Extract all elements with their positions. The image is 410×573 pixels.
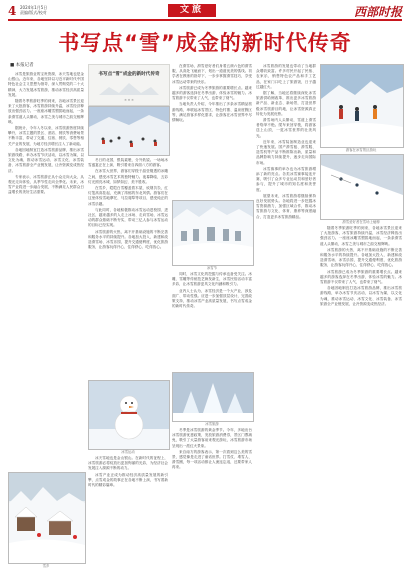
paragraph: 随着冬季旅游旺季的到来，各地冰雪景区迎来了大批游客，冰雪旅游持续升温，冰雪经济释放出强劲活力。一座座冰雕雪塑拔地而起，一条条滑雪道人头攒动，冰雪之美与城市之韵交相辉映。 — [320, 226, 402, 246]
paragraph: 冰雪旅游的火热，离不开基础设施的不断完善和服务水平的持续提升。各地加大投入，新建和改造滑雪场、冰雪乐园，提升交通便利度，优化旅游服务，让游客玩得开心、住得舒心、吃得放心。 — [320, 247, 402, 268]
svg-text:❄ ❄ ❄: ❄ ❄ ❄ — [124, 98, 134, 102]
paragraph: 据统计，今年入冬以来，冰雪旅游热度持续攀升，冰雪主题的景区、酒店、餐饮等消费场景不断丰富，带动了交通、住宿、餐饮、零售等相关产业的发展，为地方经济增长注入了新动能。 — [8, 126, 84, 146]
article-column-4a — [172, 428, 252, 564]
paragraph: 冰雪产业正成为推动经济高质量发展的新引擎，点雪成金的故事正在各地不断上演，书写着新时代的精彩篇章。 — [88, 472, 168, 488]
paragraph: 与此同时，各地积极推动冰雪运动进校园、进社区，越来越多的人走上冰场、走向雪场，冰雪运动的群众基础不断夯实，带动三亿人参与冰雪运动的目标已经实现。 — [88, 207, 168, 228]
byline: ■ 本报记者 — [10, 63, 34, 68]
snowman-photo — [88, 380, 170, 450]
paragraph: 冰雪旅游的火热，离不开基础设施的不断完善和服务水平的持续提升。各地加大投入，新建和改造滑雪场、冰雪乐园，提升交通便利度，优化旅游服务，让游客玩得开心、住得舒心、吃得放心。 — [88, 229, 168, 250]
article-column-2b — [88, 456, 168, 564]
feature-infobox — [88, 64, 170, 106]
skiing-slope-image — [321, 155, 403, 219]
ski-crowd-photo — [88, 106, 170, 156]
infobox-title: 书写点“雪”成金的新时代传奇 — [98, 72, 160, 77]
snow-festival-photo — [172, 200, 254, 266]
paragraph: 冬季是冰雪旅游的黄金季节。今年，多地出台冰雪旅游优惠政策，发放旅游消费券，景区门票减免，吸引了大量游客前来观光游玩，冰雪旅游市场呈现出一派红火景象。 — [172, 428, 252, 448]
paragraph: 冬日的北国，银装素裹，分外妖娆。一场场冰雪盛宴正在上演，吸引着来自四面八方的游客。 — [88, 158, 168, 168]
page-number: 4 — [8, 4, 17, 18]
paragraph: 冰雪是旅游业的宝贵资源，冰天雪地也是金山银山。近年来，各地坚持以习近平新时代中国特色社会主义思想为指导，深入贯彻党的二十大精神，大力发展冰雪旅游，推动冰雪经济高质量发展。 — [8, 72, 84, 97]
paragraph: 冰雪赛事的举办也为冰雪旅游增添了新的亮点。各类冰雪赛事接连开赛，吸引了众多专业运动员和爱好者参与，提升了城市的知名度和美誉度。 — [256, 166, 316, 192]
photo-caption: 滑雪爱好者在雪场上驰骋 — [342, 220, 380, 224]
paragraph: 各地因地制宜打造冰雪旅游品牌，推出冰雪旅游线路，举办冰雪节庆活动，以冰雪为媒，以文化为魂，推动冰雪运动、冰雪文化、冰雪装备、冰雪旅游全产业链发展，让冷资源变成热经济。 — [8, 147, 84, 173]
paragraph: 在雪乡，皑皑白雪覆盖着木屋，炊烟袅袅，红灯笼高高挂起，充满了浓郁的东北风情。游客们在这里体验雪地摩托、马拉爬犁等项目，感受纯正的冰雪乐趣。 — [88, 186, 168, 206]
paragraph: 业内人士认为，冰雪经济是一个大产业，涉及面广、带动性强。应进一步加强顶层设计，完善政策支持，推动冰雪产业高质量发展，书写点雪成金的新时代传奇。 — [172, 288, 252, 309]
photo-caption: 冰雪运动 — [121, 450, 135, 454]
article-column-1 — [8, 72, 84, 470]
paragraph: 冰雪旅游已成为冬季旅游的重要增长点。越来越多的游客选择在冬季出游，体验冰雪的魅力。冰雪旅游不仅带来了人气，也带来了财气。 — [172, 85, 252, 101]
snow-festival-image — [173, 201, 253, 265]
paragraph: 专家表示，冰雪旅游正从小众走向大众，从观光走向体验，从季节性走向全季化。未来，冰雪产业将进一步融合发展，不断满足人民群众日益增长的美好生活需要。 — [8, 174, 84, 195]
paragraph: 展望未来，冰雪旅游将继续保持良好发展势头。各地将进一步挖掘冰雪资源潜力，加强区域合作，推动冰雪旅游与文化、体育、康养等深度融合，打造更多冰雪旅游精品。 — [256, 193, 316, 219]
paragraph: 冰雪旅游已成为冬季旅游的重要增长点。越来越多的游客选择在冬季出游，体验冰雪的魅力。冰雪旅游不仅带来了人气，也带来了财气。 — [320, 269, 402, 285]
newspaper-masthead: 西部时报 — [353, 5, 402, 19]
article-column-2 — [88, 158, 168, 378]
paragraph: 随着冬季旅游旺季的到来，各地冰雪景区迎来了大批游客，冰雪旅游持续升温，冰雪经济释放出强劲活力。一座座冰雕雪塑拔地而起，一条条滑雪道人头攒动，冰雪之美与城市之韵交相辉映。 — [8, 99, 84, 124]
paragraph: 同时，冰雪文化的挖掘与传承也备受关注。冰雕、雪雕等传统技艺焕发新生，冰雪民俗活动丰富多彩，让冰雪旅游更具文化内涵和吸引力。 — [172, 272, 252, 287]
article-column-3b — [172, 272, 252, 368]
paragraph: 各地因地制宜打造冰雪旅游品牌，推出冰雪旅游线路，举办冰雪节庆活动，以冰雪为媒，以文化为魂，推动冰雪运动、冰雪文化、冰雪装备、冰雪旅游全产业链发展，让冷资源变成热经济。 — [320, 286, 402, 306]
paragraph: 滑雪场内人头攒动，雪道上滑雪者络绎不绝。缆车来回穿梭，将游客送上山顶，一览冰雪世界的壮美风光。 — [256, 118, 316, 138]
paragraph: 冰雪旅游的发展也带动了当地群众增收致富。许多村民开起了民宿、农家乐，销售特色农产品和手工艺品，在家门口吃上了旅游饭，日子越过越红火。 — [256, 64, 316, 89]
tourists-snow-photo — [320, 64, 404, 148]
header-rule — [8, 19, 402, 21]
issue-date: 2024年1月5日 — [20, 5, 48, 10]
snow-village-photo — [8, 472, 86, 564]
tourists-snow-image — [321, 65, 403, 147]
skiing-slope-photo — [320, 154, 404, 220]
photo-caption: 游客在冰雪景区游玩 — [345, 148, 377, 152]
paragraph: 据了解，当地还将继续深化冰雪旅游供给侧改革，推出更多冰雪旅游新产品、新业态、新场景，打造世界级冰雪旅游目的地，让冰雪资源真正转化为发展优势。 — [256, 91, 316, 116]
snow-village-image — [9, 473, 85, 563]
issue-meta — [20, 5, 47, 15]
article-column-6 — [320, 226, 402, 564]
paragraph: 在冰雪大世界，游客们穿梭于晶莹剔透的冰雕之间，感受冰雪艺术的独特魅力。夜幕降临，五彩灯光照亮冰城，如梦如幻，美不胜收。 — [88, 169, 168, 184]
ski-crowd-image — [89, 107, 169, 155]
snowman-image — [89, 381, 169, 449]
paragraph: 来自南方的游客表示，第一次看到这么美的雪景，感觉像是走进了童话世界。打雪仗、堆雪人、滑雪圈，每一项活动都让人流连忘返，还要带家人再来。 — [172, 449, 252, 470]
paragraph: 当地负责人介绍，今年推出了多条冰雪精品旅游线路，串联起冰雪景区、特色村寨、温泉度假区等，满足游客多样化需求，让游客在冰雪世界中尽情畅玩。 — [172, 102, 252, 123]
ice-sculpture-image — [173, 373, 253, 421]
article-column-3 — [172, 64, 252, 198]
paragraph: 冰天雪地也是金山银山。在新时代的征程上，冰雪旅游必将绽放出更加绚丽的光彩，为经济社会发展注入源源不断的动力。 — [88, 456, 168, 471]
article-column-5 — [256, 64, 316, 564]
ice-sculpture-photo — [172, 372, 254, 422]
page-header — [8, 4, 402, 18]
photo-caption: 冰雪节 — [206, 266, 218, 270]
photo-caption: 冰雪旅游 — [205, 422, 219, 426]
issue-editors: 责编/版式/校对 — [20, 10, 47, 15]
paragraph: 在滑雪场，滑雪爱好者们身着五颜六色的滑雪服，从高处飞驰而下，划出一道道优美的弧线。初学者在教练的指导下，一步步掌握滑雪技巧，享受冰雪运动带来的快乐。 — [172, 64, 252, 84]
photo-caption: 雪乡 — [42, 564, 50, 568]
paragraph: 近年来，冰雪装备制造业也迎来了快速发展。国产滑雪板、滑雪服、造雪机等产品不断推陈出新，质量和品牌影响力持续提升，逐步走向国际市场。 — [256, 139, 316, 165]
page-headline: 书写点“雪”成金的新时代传奇 — [58, 31, 352, 55]
section-tag: 文旅 — [168, 4, 216, 17]
